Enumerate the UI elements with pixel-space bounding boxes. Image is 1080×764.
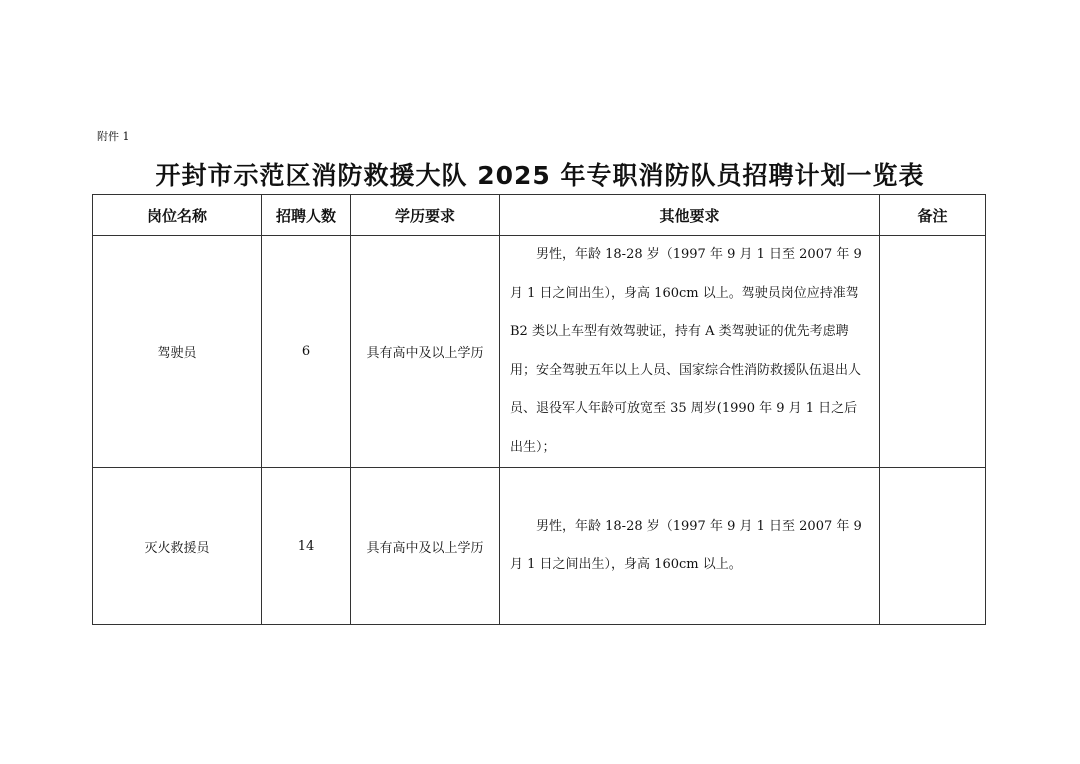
requirements-text: 男性，年龄 18-28 岁（1997 年 9 月 1 日至 2007 年 9 月 1 日之间出生），身高 160cm 以上。驾驶员岗位应持准驾 B2 类以上车型有效驾驶证，持有 A 类驾驶证的优先考虑聘用；安全驾驶五年以上人员、国家综合性消防救援队伍退出人员、退役军人年龄可放宽至 35 周岁(1990 年 9 月 1 日之后出生）；	[510, 247, 862, 455]
recruitment-plan-table	[92, 194, 986, 625]
table-header-row	[93, 195, 986, 236]
cell-position: 驾驶员	[93, 236, 262, 468]
attachment-label: 附件 1	[97, 130, 130, 143]
header-count: 招聘人数	[262, 195, 351, 236]
cell-remarks	[880, 236, 986, 468]
cell-other-requirements	[500, 236, 880, 468]
cell-count: 6	[262, 236, 351, 468]
header-other-requirements: 其他要求	[500, 195, 880, 236]
header-remarks: 备注	[880, 195, 986, 236]
cell-remarks	[880, 468, 986, 625]
cell-education: 具有高中及以上学历	[351, 236, 500, 468]
table-row	[93, 468, 986, 625]
header-position: 岗位名称	[93, 195, 262, 236]
requirements-text: 男性，年龄 18-28 岁（1997 年 9 月 1 日至 2007 年 9 月 1 日之间出生），身高 160cm 以上。	[510, 518, 862, 572]
cell-position: 灭火救援员	[93, 468, 262, 625]
cell-other-requirements	[500, 468, 880, 625]
header-education: 学历要求	[351, 195, 500, 236]
page-title: 开封市示范区消防救援大队 2025 年专职消防队员招聘计划一览表	[155, 161, 925, 190]
cell-count: 14	[262, 468, 351, 625]
cell-education: 具有高中及以上学历	[351, 468, 500, 625]
table-row	[93, 236, 986, 468]
